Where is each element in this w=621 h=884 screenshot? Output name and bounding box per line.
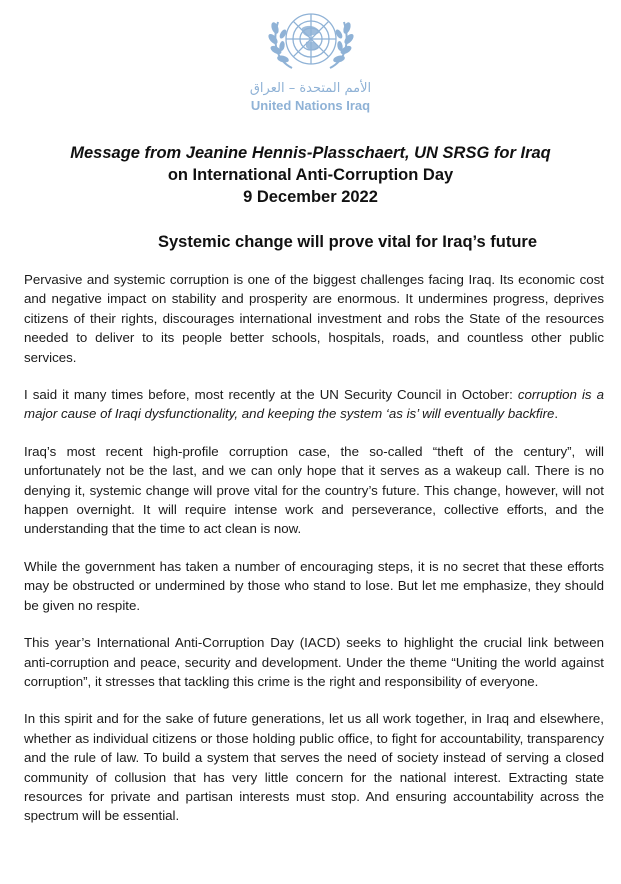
paragraph-2	[24, 385, 604, 424]
document-body	[24, 270, 604, 844]
heading-line-occasion: on International Anti-Corruption Day	[167, 166, 454, 184]
document-subtitle: Systemic change will prove vital for Iraq’s future	[158, 233, 538, 251]
paragraph-3: Iraq’s most recent high-profile corruption case, the so-called “theft of the century”, will unfortunately not be the last, and we can only hope that it serves as a wakeup call. There is no denying it, systemic change will prove vital for the country’s future. This change, however, will not happen overnight. It will require intense work and perseverance, collective efforts, and the understanding that the time to act clean is now.	[24, 443, 604, 537]
paragraph-2-intro: I said it many times before, most recently at the UN Security Council in October:	[24, 387, 518, 403]
paragraph-2-end: .	[554, 406, 559, 422]
document-heading	[0, 142, 621, 208]
logo-arabic-name: الأمم المتحدة – العراق	[249, 81, 372, 96]
heading-line-date: 9 December 2022	[243, 188, 378, 206]
heading-line-message: Message from Jeanine Hennis-Plasschaert, UN SRSG for Iraq	[70, 144, 551, 162]
paragraph-2-quote: corruption is a major cause of Iraqi dysfunctionality, and keeping the system ‘as is’ will eventually backfire	[24, 387, 605, 422]
paragraph-1: Pervasive and systemic corruption is one of the biggest challenges facing Iraq. Its economic cost and negative impact on stability and prosperity are enormous. It undermines progress, deprives citizens of their rights, discourages international investment and robs the State of the resources needed to deliver to its people better schools, hospitals, roads, and countless other public services.	[24, 272, 604, 365]
un-emblem-icon	[262, 6, 360, 78]
paragraph-4: While the government has taken a number of encouraging steps, it is no secret that these efforts may be obstructed or undermined by those who stand to lose. But let me emphasize, they should be given no respite.	[24, 558, 604, 613]
paragraph-6: In this spirit and for the sake of future generations, let us all work together, in Iraq and elsewhere, whether as individual citizens or those holding public office, to fight for accountability, transparency and the rule of law. To build a system that serves the need of society instead of serving a closed community of collusion that has very little concern for the national interest. Extracting state resources for private and partisan interests must stop. And ensuring accountability across the spectrum will be essential.	[24, 711, 604, 824]
un-iraq-logo	[0, 6, 621, 114]
paragraph-5: This year’s International Anti-Corruption Day (IACD) seeks to highlight the crucial link between anti-corruption and peace, security and development. Under the theme “Uniting the world against corruption”, it stresses that tackling this crime is the right and responsibility of everyone.	[24, 635, 604, 689]
logo-english-name: United Nations Iraq	[250, 98, 371, 113]
